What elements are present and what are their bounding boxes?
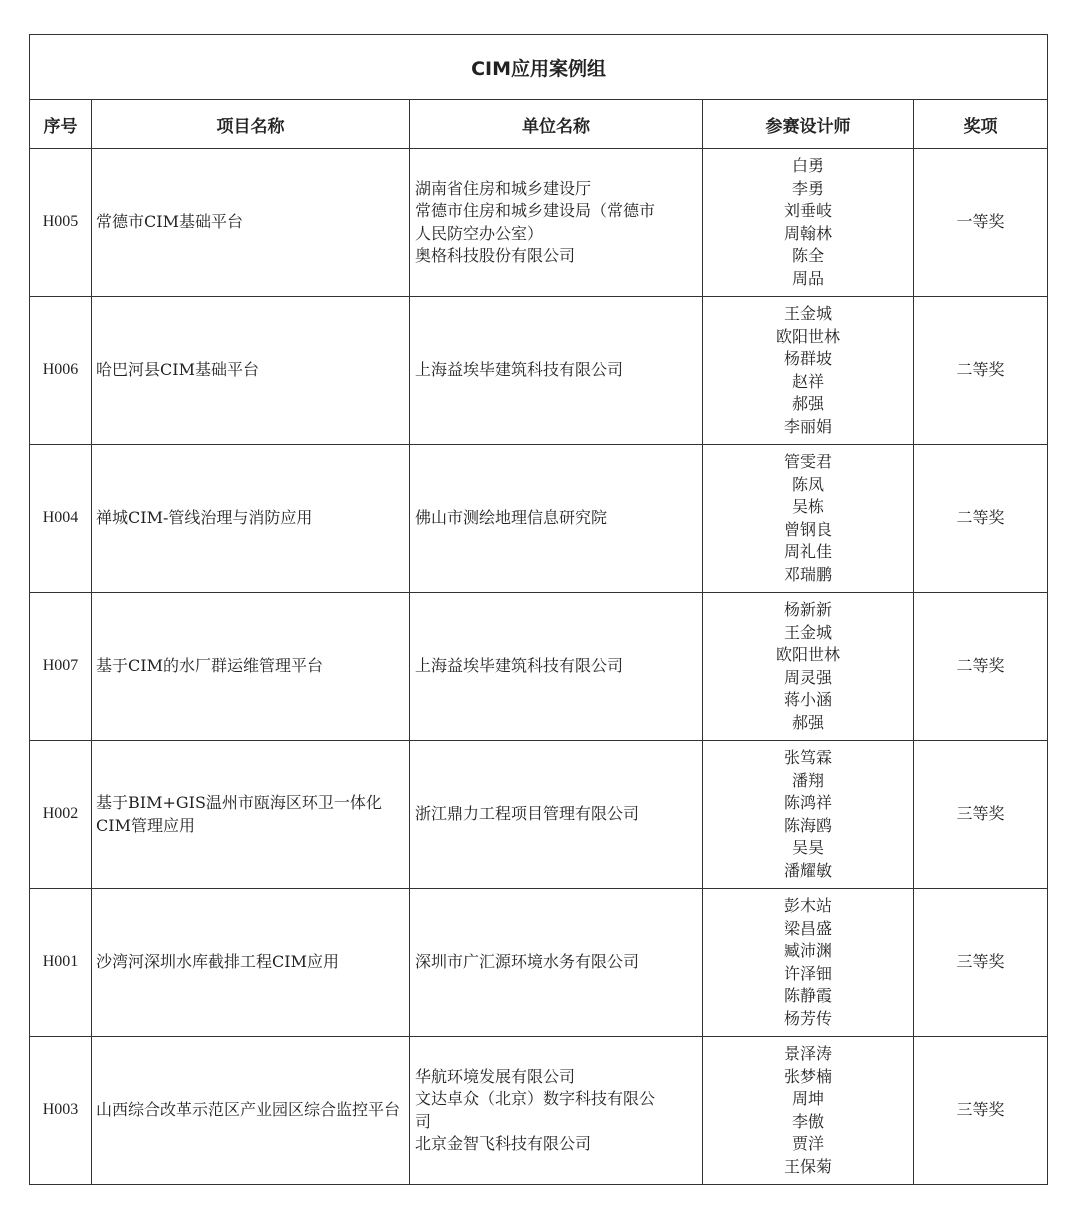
row-award: 二等奖 bbox=[914, 445, 1048, 593]
designer-name: 臧沛渊 bbox=[783, 941, 832, 960]
row-id: H002 bbox=[30, 741, 92, 889]
designer-name: 杨新新 bbox=[783, 600, 832, 619]
unit-line: 奥格科技股份有限公司 bbox=[415, 246, 576, 265]
row-unit-cell bbox=[410, 741, 703, 889]
table-row bbox=[30, 593, 1048, 741]
designer-name: 吴昊 bbox=[791, 838, 824, 857]
unit-line: 深圳市广汇源环境水务有限公司 bbox=[415, 952, 640, 972]
row-project-name: 禅城CIM-管线治理与消防应用 bbox=[92, 445, 410, 593]
row-award: 一等奖 bbox=[914, 149, 1048, 297]
row-designers-cell bbox=[703, 593, 914, 741]
designer-name: 郝强 bbox=[791, 712, 824, 732]
designer-name: 刘垂岐 bbox=[783, 201, 832, 220]
designer-name: 周礼佳 bbox=[783, 542, 832, 561]
designer-name: 李丽娟 bbox=[783, 416, 832, 436]
row-id: H003 bbox=[30, 1037, 92, 1185]
row-project-name: 常德市CIM基础平台 bbox=[92, 149, 410, 297]
table-body bbox=[30, 149, 1048, 1185]
designer-name: 杨芳传 bbox=[783, 1008, 832, 1028]
designer-name: 曾钢良 bbox=[783, 519, 832, 539]
row-id: H005 bbox=[30, 149, 92, 297]
designer-name: 欧阳世林 bbox=[775, 645, 840, 664]
designer-name: 李勇 bbox=[791, 178, 824, 198]
row-award: 三等奖 bbox=[914, 1037, 1048, 1185]
row-id: H006 bbox=[30, 297, 92, 445]
designer-name: 陈静霞 bbox=[783, 986, 832, 1005]
designer-name: 周灵强 bbox=[783, 667, 832, 687]
row-unit-cell bbox=[410, 445, 703, 593]
unit-line: 佛山市测绘地理信息研究院 bbox=[415, 508, 608, 528]
award-table bbox=[29, 34, 1048, 1185]
designer-name: 赵祥 bbox=[791, 371, 824, 391]
designer-name: 陈海鸥 bbox=[783, 815, 832, 835]
header-id: 序号 bbox=[30, 100, 92, 149]
designer-name: 梁昌盛 bbox=[783, 918, 832, 938]
designer-name: 蒋小涵 bbox=[783, 690, 832, 709]
designer-name: 陈全 bbox=[791, 246, 824, 265]
designer-name: 王金城 bbox=[783, 622, 832, 642]
unit-line: 湖南省住房和城乡建设厅 bbox=[415, 178, 592, 198]
row-unit-cell bbox=[410, 1037, 703, 1185]
designer-name: 吴栋 bbox=[791, 497, 824, 516]
table-row bbox=[30, 1037, 1048, 1185]
unit-line: 常德市住房和城乡建设局（常德市 bbox=[415, 201, 656, 220]
designer-name: 贾洋 bbox=[791, 1134, 824, 1153]
designer-name: 杨群坡 bbox=[783, 349, 832, 368]
designer-name: 张梦楠 bbox=[783, 1066, 832, 1086]
row-designers-cell bbox=[703, 741, 914, 889]
designer-name: 邓瑞鹏 bbox=[783, 564, 832, 584]
designer-name: 陈鸿祥 bbox=[783, 793, 832, 812]
table-row bbox=[30, 149, 1048, 297]
designer-name: 李傲 bbox=[791, 1111, 824, 1131]
row-project-name: 山西综合改革示范区产业园区综合监控平台 bbox=[92, 1037, 410, 1185]
row-unit-cell bbox=[410, 149, 703, 297]
designer-name: 陈凤 bbox=[791, 474, 824, 494]
table-row bbox=[30, 297, 1048, 445]
designer-name: 王金城 bbox=[783, 304, 832, 323]
designer-name: 王保菊 bbox=[783, 1156, 832, 1176]
table-row bbox=[30, 741, 1048, 889]
unit-line: 上海益埃毕建筑科技有限公司 bbox=[415, 656, 624, 676]
row-award: 三等奖 bbox=[914, 741, 1048, 889]
row-id: H004 bbox=[30, 445, 92, 593]
row-unit-cell bbox=[410, 593, 703, 741]
header-unit: 单位名称 bbox=[410, 100, 703, 149]
designer-name: 欧阳世林 bbox=[775, 326, 840, 346]
unit-line: 华航环境发展有限公司 bbox=[415, 1066, 576, 1086]
unit-line: 司 bbox=[415, 1111, 432, 1131]
row-project-name: 哈巴河县CIM基础平台 bbox=[92, 297, 410, 445]
header-award: 奖项 bbox=[914, 100, 1048, 149]
unit-line: 人民防空办公室） bbox=[415, 223, 544, 243]
row-id: H007 bbox=[30, 593, 92, 741]
header-row bbox=[30, 100, 1048, 149]
designer-name: 潘翔 bbox=[791, 770, 824, 790]
designer-name: 许泽钿 bbox=[783, 963, 832, 983]
row-project-name: 基于CIM的水厂群运维管理平台 bbox=[92, 593, 410, 741]
row-unit-cell bbox=[410, 889, 703, 1037]
designer-name: 周坤 bbox=[791, 1089, 824, 1108]
designer-name: 白勇 bbox=[791, 156, 824, 175]
row-id: H001 bbox=[30, 889, 92, 1037]
designer-name: 郝强 bbox=[791, 394, 824, 413]
row-award: 三等奖 bbox=[914, 889, 1048, 1037]
row-designers-cell bbox=[703, 149, 914, 297]
unit-line: 浙江鼎力工程项目管理有限公司 bbox=[415, 804, 640, 824]
designer-name: 周品 bbox=[791, 268, 824, 288]
table-title: CIM应用案例组 bbox=[30, 35, 1048, 100]
header-project: 项目名称 bbox=[92, 100, 410, 149]
designer-name: 景泽涛 bbox=[783, 1044, 832, 1063]
row-unit-cell bbox=[410, 297, 703, 445]
unit-line: 北京金智飞科技有限公司 bbox=[415, 1134, 592, 1153]
row-designers-cell bbox=[703, 445, 914, 593]
designer-name: 彭木站 bbox=[783, 896, 832, 915]
table-row bbox=[30, 889, 1048, 1037]
row-award: 二等奖 bbox=[914, 297, 1048, 445]
table-row bbox=[30, 445, 1048, 593]
row-designers-cell bbox=[703, 1037, 914, 1185]
row-project-name: 基于BIM+GIS温州市瓯海区环卫一体化CIM管理应用 bbox=[92, 741, 410, 889]
unit-line: 上海益埃毕建筑科技有限公司 bbox=[415, 360, 624, 380]
row-project-name: 沙湾河深圳水库截排工程CIM应用 bbox=[92, 889, 410, 1037]
unit-line: 文达卓众（北京）数字科技有限公 bbox=[415, 1089, 656, 1108]
designer-name: 管雯君 bbox=[783, 452, 832, 471]
designer-name: 张笃霖 bbox=[783, 748, 832, 767]
header-designers: 参赛设计师 bbox=[703, 100, 914, 149]
row-designers-cell bbox=[703, 297, 914, 445]
designer-name: 潘耀敏 bbox=[783, 860, 832, 880]
row-designers-cell bbox=[703, 889, 914, 1037]
row-award: 二等奖 bbox=[914, 593, 1048, 741]
designer-name: 周翰林 bbox=[783, 223, 832, 243]
